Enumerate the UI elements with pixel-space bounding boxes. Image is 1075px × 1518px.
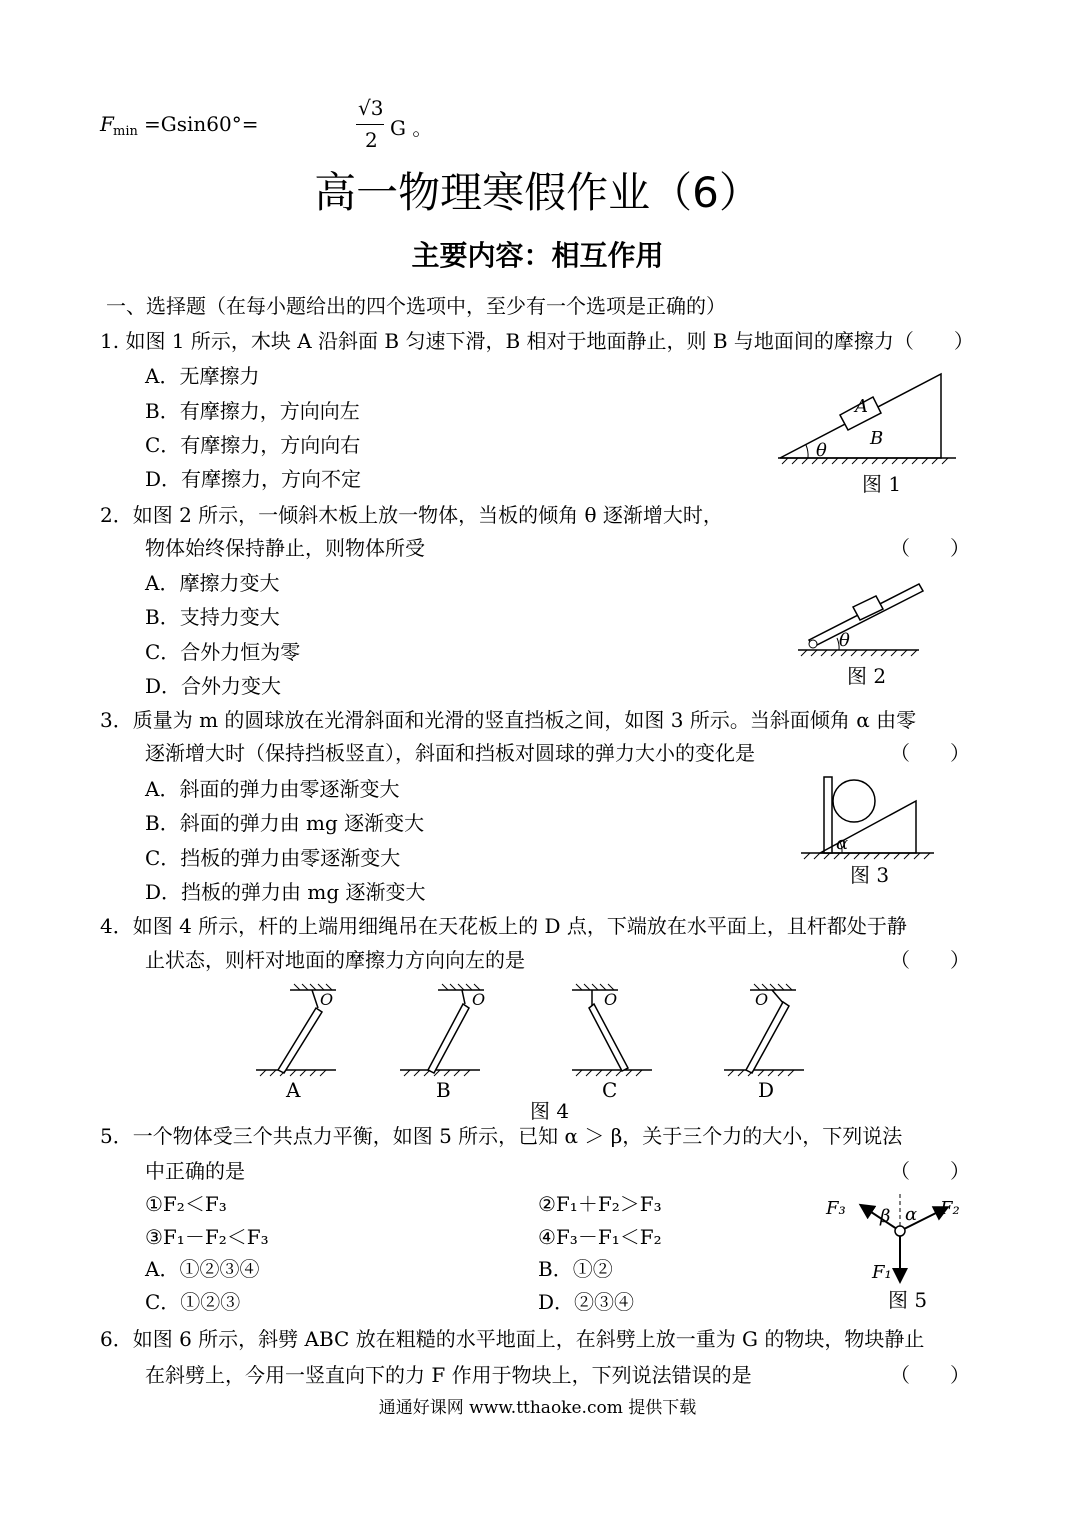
formula-mid: =Gsin60°= (144, 112, 259, 136)
formula-rhs: G 。 (390, 116, 433, 140)
q1-option-c: C．有摩擦力，方向向右 (145, 433, 361, 457)
question-6-stem-2: 在斜劈上，今用一竖直向下的力 F 作用于物块上，下列说法错误的是 (145, 1363, 752, 1387)
question-6-stem-1: 6．如图 6 所示，斜劈 ABC 放在粗糙的水平地面上，在斜劈上放一重为 G 的物块，物块静止 (100, 1327, 925, 1351)
page-subtitle: 主要内容：相互作用 (411, 239, 664, 272)
q2-option-c: C．合外力恒为零 (145, 640, 301, 664)
fig4-sublabel-b: B (436, 1078, 451, 1102)
q5-option-a: A．①②③④ (145, 1257, 260, 1281)
formula-lhs-sub: min (113, 124, 138, 139)
fig5-caption: 图 5 (888, 1288, 928, 1312)
page-footer: 通通好课网 www.tthaoke.com 提供下载 (378, 1398, 697, 1418)
q2-paren: （ ） (890, 536, 970, 560)
fig3-label-alpha: α (836, 833, 849, 854)
figure-2 (795, 578, 925, 688)
question-5-stem-1: 5．一个物体受三个共点力平衡，如图 5 所示，已知 α ＞ β，关于三个力的大小，下列说法 (100, 1124, 903, 1148)
question-5-stem-2: 中正确的是 (145, 1159, 245, 1183)
q3-option-a: A．斜面的弹力由零逐渐变大 (145, 777, 400, 801)
q3-paren: （ ） (890, 741, 970, 765)
fig4b-point-label: O (472, 990, 486, 1009)
fig4a-point-label: O (320, 990, 334, 1009)
fig2-label-theta: θ (839, 630, 850, 651)
q1-option-a: A．无摩擦力 (145, 364, 260, 388)
section-heading: 一、选择题（在每小题给出的四个选项中，至少有一个选项是正确的） (106, 294, 726, 318)
q5-option-c: C．①②③ (145, 1290, 241, 1314)
q5-paren: （ ） (890, 1159, 970, 1183)
q5-option-d: D．②③④ (538, 1290, 635, 1314)
question-4-stem-2: 止状态，则杆对地面的摩擦力方向向左的是 (145, 948, 525, 972)
q5-item-1: ①F₂＜F₃ (145, 1192, 227, 1216)
fig4-sublabel-d: D (758, 1078, 775, 1102)
formula-denominator: 2 (365, 128, 378, 152)
question-3-stem-1: 3．质量为 m 的圆球放在光滑斜面和光滑的竖直挡板之间，如图 3 所示。当斜面倾角 α 由零 (100, 708, 917, 732)
fig5-label-f3: F₃ (826, 1198, 846, 1219)
q3-option-c: C．挡板的弹力由零逐渐变大 (145, 846, 401, 870)
q3-option-b: B．斜面的弹力由 mg 逐渐变大 (145, 811, 425, 835)
page-title: 高一物理寒假作业（6） (314, 168, 761, 217)
fig4-caption: 图 4 (530, 1099, 570, 1123)
figure-1 (770, 368, 970, 496)
formula-numerator: √3 (358, 96, 384, 120)
fig2-caption: 图 2 (847, 664, 887, 688)
figure-4 (250, 982, 830, 1102)
fig1-label-theta: θ (816, 440, 827, 461)
fig5-label-alpha: α (905, 1204, 918, 1225)
q5-item-4: ④F₃－F₁＜F₂ (538, 1225, 662, 1249)
question-2-stem-1: 2．如图 2 所示，一倾斜木板上放一物体，当板的倾角 θ 逐渐增大时， (100, 503, 723, 527)
q4-paren: （ ） (890, 948, 970, 972)
figure-5 (820, 1190, 970, 1312)
fig1-label-a: A (855, 396, 868, 417)
fig5-label-beta: β (880, 1206, 891, 1227)
question-3-stem-2: 逐渐增大时（保持挡板竖直），斜面和挡板对圆球的弹力大小的变化是 (145, 741, 755, 765)
fig4-sublabel-a: A (286, 1078, 301, 1102)
fig1-caption: 图 1 (862, 472, 902, 496)
fraction-bar (356, 124, 384, 125)
q2-option-d: D．合外力变大 (145, 674, 282, 698)
question-2-stem-2: 物体始终保持静止，则物体所受 (145, 536, 425, 560)
fig3-caption: 图 3 (850, 863, 890, 887)
q2-option-b: B．支持力变大 (145, 605, 280, 629)
fig4c-point-label: O (604, 990, 618, 1009)
fig4d-point-label: O (755, 990, 769, 1009)
q5-item-3: ③F₁－F₂＜F₃ (145, 1225, 269, 1249)
q2-option-a: A．摩擦力变大 (145, 571, 280, 595)
figure-3 (798, 775, 938, 887)
q6-paren: （ ） (890, 1363, 970, 1387)
fig1-label-b: B (870, 428, 884, 449)
q1-option-b: B．有摩擦力，方向向左 (145, 399, 360, 423)
q1-option-d: D．有摩擦力，方向不定 (145, 467, 362, 491)
q3-option-d: D．挡板的弹力由 mg 逐渐变大 (145, 880, 426, 904)
q5-option-b: B．①② (538, 1257, 613, 1281)
fig5-label-f1: F₁ (872, 1262, 892, 1283)
fig4-sublabel-c: C (602, 1078, 618, 1102)
question-4-stem-1: 4．如图 4 所示，杆的上端用细绳吊在天花板上的 D 点，下端放在水平面上，且杆都处于静 (100, 914, 907, 938)
fig5-label-f2: F₂ (940, 1198, 960, 1219)
formula-lhs: F (100, 112, 114, 136)
q5-item-2: ②F₁＋F₂＞F₃ (538, 1192, 662, 1216)
question-1-stem: 1. 如图 1 所示，木块 A 沿斜面 B 匀速下滑，B 相对于地面静止，则 B 与地面间的摩擦力（ ） (100, 329, 974, 353)
